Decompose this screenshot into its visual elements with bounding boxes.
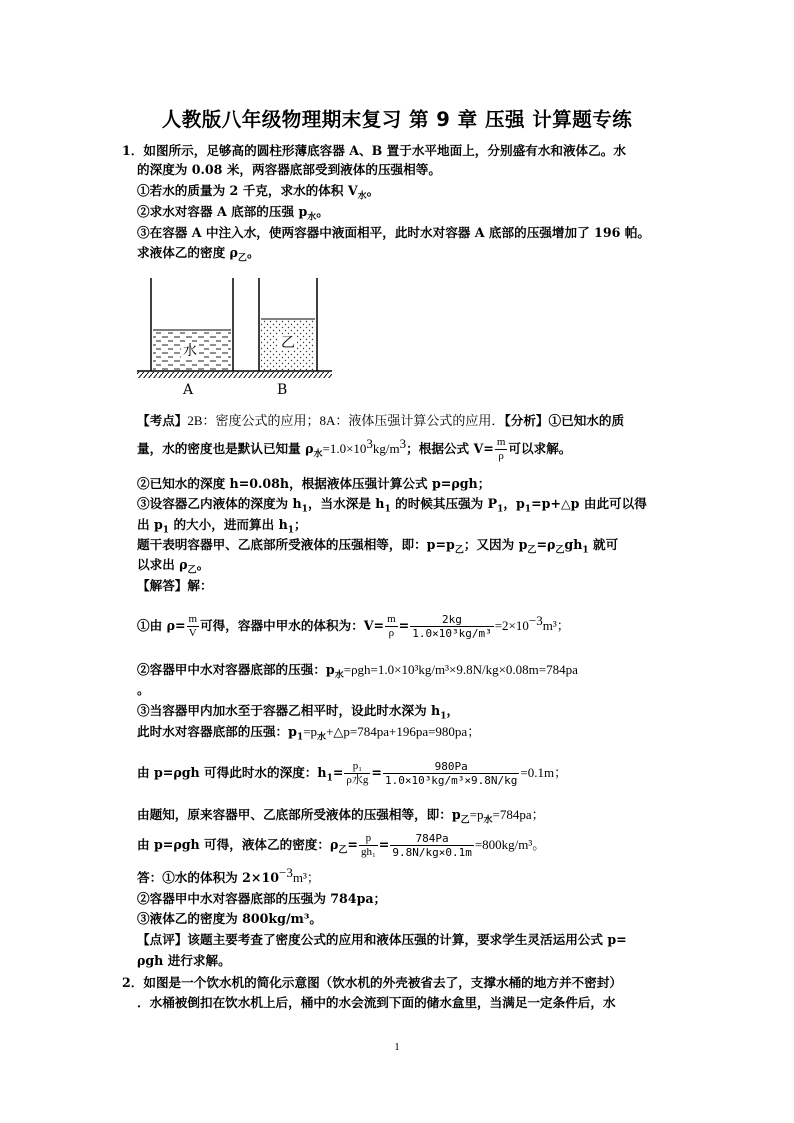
answer-step-5: 由 p=ρgh 可得此时水的深度：$h_1=$ $\frac{\text{p₁}}{\text{ρ水g}}$ = $\frac{980Pa}{\text{1.0×10³kg/m³×9.8N/kg}}$ =0.1m； [137,760,568,787]
subscript: 乙 [460,815,470,826]
superscript: 3 [399,435,407,451]
subscript: 1 [326,773,333,784]
analysis-line-1 [137,413,624,429]
answer-step-6 [137,807,545,826]
conclusion-line-1 [137,864,320,886]
s5-text-a: 由 p=ρgh 可得此时水的深度：h [137,765,327,780]
s2-text-b: =ρgh=1.0×10³kg/m³×9.8N/kg×0.08m=784pa [343,662,578,677]
superscript: −3 [528,612,543,628]
a2-text-e: 可以求解。 [508,441,572,456]
s3-text-a: ③当容器甲内加水至于容器乙相平时，设此时水深为 h [137,703,441,718]
a5-text-c: ； [294,517,307,532]
q1-line-3-text: ①若水的质量为 2 千克，求水的体积 V [137,183,358,198]
s4-text-b: =p [303,724,318,739]
fraction-denominator: 1.0×10³kg/m³×9.8N/kg [384,774,518,787]
container-a-label: A [183,382,194,398]
a2-text-d: ；根据公式 V= [406,441,494,456]
q1-line-4 [137,204,329,223]
containers-figure [137,278,337,402]
d1-text-a: 答：①水的体积为 2×10 [137,870,279,885]
q2-line-2: ．水桶被倒扣在饮水机上后，桶中的水会流到下面的储水盒里，当满足一定条件后，水 [137,995,616,1010]
q1-line-3-end: 。 [366,183,380,198]
a4-text-c: 的时候其压强为 P [390,496,498,511]
fraction-m-over-rho [385,613,398,640]
fraction-numerator: m [387,613,396,625]
kaodian-label: 【考点】 [137,413,188,428]
fenxi-label: 【分析】 [504,413,549,428]
a5-text-a: 出 p [137,517,163,532]
a6-text-c: =ρ [536,537,556,552]
s1-text-d: m³； [542,618,570,633]
fraction-value [410,613,493,640]
s3-text-b: ， [446,703,460,718]
answer-step-4 [137,724,481,743]
a6-text-e: 就可 [588,537,619,552]
subscript: 1 [524,504,532,515]
subscript: 乙 [454,545,464,556]
q1-line-3 [137,183,380,202]
a7-text-a: 以求出 ρ [137,557,188,572]
a6-text-b: ；又因为 p [463,537,528,552]
fraction-p-over-gh1 [359,832,378,859]
review-text: 该题主要考查了密度公式的应用和液体压强的计算，要求学生灵活运用公式 p= [187,932,627,947]
subscript: 水 [357,191,367,202]
superscript: −3 [278,864,293,880]
s1-text-b: 可得，容器中甲水的体积为：V= [200,618,385,633]
jie-text: 解： [187,578,213,593]
subscript: 乙 [338,845,348,856]
s1-text-a: ①由 ρ= [137,618,186,633]
fraction-p1-over-rho-g [344,760,370,787]
conclusion-line-3: ③液体乙的密度为 800kg/m³。 [137,911,322,926]
conclusion-line-2: ②容器甲中水对容器底部的压强为 784pa； [137,891,387,906]
q1-line-4-text: ②求水对容器 A 底部的压强 p [137,204,308,219]
fraction-denominator: ρ [385,626,398,640]
subscript: 1 [296,732,304,743]
water-label: 水 [183,343,197,359]
analysis-line-7 [137,557,210,576]
answer-step-7: 由 p=ρgh 可得，液体乙的密度：$\rho_乙=$ $\frac{p}{\text{gh₁}}$ = $\frac{784Pa}{9.8N/kg\times 0.1m}$ =800kg/m³。 [137,832,546,859]
fraction-m-over-v [187,613,200,640]
fraction-numerator: m [496,436,506,448]
superscript: 3 [366,435,373,451]
a2-text-c: kg/m [372,441,400,456]
subscript: 乙 [237,253,247,264]
q1-line-2: 的深度为 0.08 米，两容器底部受到液体的压强相等。 [137,162,441,177]
subscript: 水 [307,212,317,223]
subscript: 乙 [527,545,537,556]
analysis-line-3: ②已知水的深度 h=0.08h，根据液体压强计算公式 p=ρgh； [137,476,491,491]
q1-line-6-text: 求液体乙的密度 ρ [137,245,238,260]
analysis-line-2 [137,436,571,463]
subscript: 乙 [187,565,197,576]
answer-step-1: ①由 ρ= $\frac{m}{V}$ 可得，容器中甲水的体积为：V= $\frac{m}{\rho}$ = $\frac{2kg}{\text{1.0×10³kg/m³}}$ $=2\times 10^{-3}m^3$； [137,612,570,640]
s6-text-b: =p [469,807,484,822]
a4-text-e: =p+△p 由此可以得 [531,496,647,511]
q1-line-4-end: 。 [316,204,329,219]
fraction-value [390,832,473,859]
a4-text-d: ，p [503,496,525,511]
a2-text-a: 量，水的密度也是默认已知量 ρ [137,441,314,456]
s6-text-a: 由题知，原来容器甲、乙底部所受液体的压强相等，即：p [137,807,461,822]
analysis-line-4 [137,496,647,515]
fraction-numerator: m [188,613,198,625]
a2-text-b: =1.0×10 [322,441,367,456]
review-line-1 [137,932,627,948]
subscript: 水 [313,449,323,460]
fraction-denominator: V [187,626,200,640]
subscript: 1 [440,711,447,722]
fraction-denominator: ρ [495,449,508,463]
s7-text-a: 由 p=ρgh 可得，液体乙的密度：ρ [137,837,339,852]
fraction-m-over-rho [495,436,508,463]
kaodian-text: 2B：密度公式的应用；8A：液体压强计算公式的应用． [187,413,505,428]
liquid-label: 乙 [281,335,295,351]
review-line-2: ρgh 进行求解。 [137,953,231,968]
fenxi-text: ①已知水的质 [548,413,625,428]
q1-line-6-end: 。 [246,245,260,260]
q2-line-1: 2．如图是一个饮水机的简化示意图（饮水机的外壳被省去了，支撑水桶的地方并不密封） [122,975,622,990]
s5-text-c: =0.1m； [520,765,568,780]
q1-line-1: 1．如图所示，足够高的圆柱形薄底容器 A、B 置于水平地面上，分别盛有水和液体乙。水 [122,143,626,158]
answer-header [137,578,213,594]
s2-text-a: ②容器甲中水对容器底部的压强：p [137,662,335,677]
fraction-numerator: 980Pa [434,760,468,773]
analysis-line-6 [137,537,619,556]
page-number: 1 [394,1041,400,1053]
container-b-label: B [277,382,288,398]
s5-text-b: = [332,765,344,780]
subscript: 1 [301,504,308,515]
subscript: 1 [384,504,391,515]
subscript: 水 [483,815,493,826]
fraction-numerator: p [365,832,372,844]
s4-text-a: 此时水对容器底部的压强：p [137,724,297,739]
subscript: 1 [582,545,589,556]
a6-text-d: gh [564,537,583,552]
dianping-label: 【点评】 [137,932,188,947]
page-title: 人教版八年级物理期末复习 第 9 章 压强 计算题专练 [161,108,633,131]
s7-text-b: = [347,837,358,852]
answer-step-2-end: 。 [137,682,150,697]
fraction-denominator: gh₁ [360,846,376,858]
q1-line-5: ③在容器 A 中注入水，使两容器中液面相平，此时水对容器 A 底部的压强增加了 196 帕。 [137,225,650,240]
a4-text-a: ③设容器乙内液体的深度为 h [137,496,302,511]
a4-text-b: ，当水深是 h [307,496,385,511]
subscript: 水 [317,732,327,743]
s7-text-c: =800kg/m³。 [474,837,546,852]
subscript: 1 [497,504,504,515]
ground-hatch [137,372,332,378]
answer-step-2 [137,662,578,681]
fraction-denominator: 9.8N/kg×0.1m [392,846,472,859]
d1-text-b: m³； [292,870,320,885]
jieda-label: 【解答】 [137,578,188,593]
subscript: 1 [162,525,170,536]
fraction-denominator: ρ水g [346,774,369,786]
q1-line-6 [137,245,260,264]
fraction-numerator: 2kg [442,613,462,626]
a7-text-b: 。 [196,557,210,572]
s1-text-c: =2×10 [494,618,529,633]
s4-text-c: +△p=784pa+196pa=980pa； [326,724,481,739]
subscript: 1 [287,525,295,536]
answer-step-3 [137,703,460,722]
s6-text-c: =784pa； [492,807,545,822]
subscript: 水 [334,670,344,681]
fraction-denominator: 1.0×10³kg/m³ [412,627,492,640]
a6-text-a: 题干表明容器甲、乙底部所受液体的压强相等，即：p=p [137,537,455,552]
fraction-numerator: 784Pa [415,832,449,845]
subscript: 乙 [555,545,565,556]
analysis-line-5 [137,517,307,536]
fraction-value [383,760,519,787]
fraction-numerator: p₁ [352,760,363,772]
a5-text-b: 的大小，进而算出 h [169,517,288,532]
